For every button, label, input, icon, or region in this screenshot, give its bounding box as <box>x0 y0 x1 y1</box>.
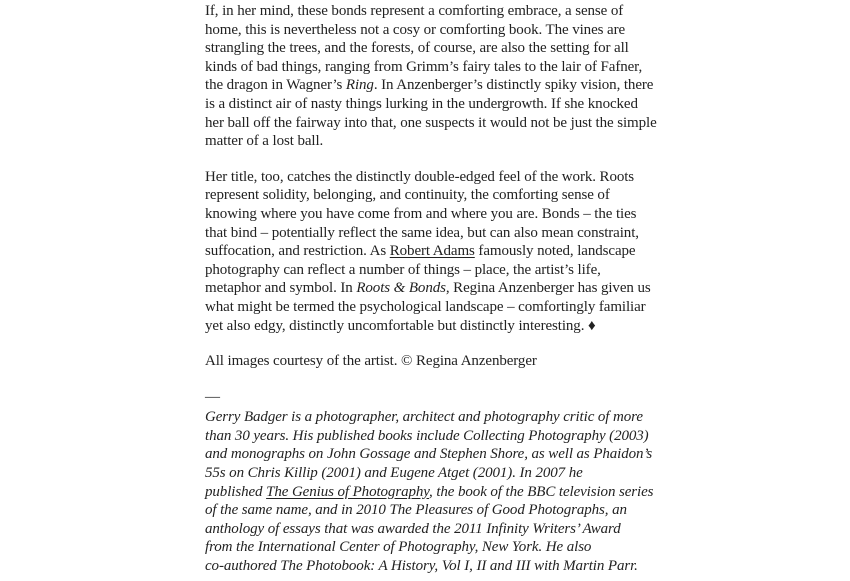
text-run: what might be termed the psychological landscape – comfortingly familiar <box>205 298 646 315</box>
text-run: and monographs on John Gossage and Stephen Shore, as well as Phaidon’s <box>205 446 653 463</box>
text-run: that bind – potentially reflect the same idea, but can also mean constraint, <box>205 224 639 241</box>
text-run: published <box>205 483 267 500</box>
divider-dash <box>205 388 825 407</box>
text-run: If, in her mind, these bonds represent a comforting embrace, a sense of <box>205 3 624 19</box>
text-run: home, this is nevertheless not a cosy or comforting book. The vines are <box>205 21 626 38</box>
text-run: kinds of bad things, ranging from Grimm’s fairy tales to the lair of Fafner, <box>205 58 643 75</box>
text-run: All images courtesy of the artist. © Regina Anzenberger <box>205 353 537 370</box>
text-run: knowing where you have come from and where you are. Bonds – the ties <box>205 205 637 222</box>
text-run: co-authored The Photobook: A History, Vol I, II and III with Martin Parr. <box>205 558 638 575</box>
text-run: famously noted, landscape <box>474 243 636 260</box>
genius-of-photography-link[interactable]: The Genius of Photography <box>266 483 430 500</box>
robert-adams-link[interactable]: Robert Adams <box>389 243 475 260</box>
text-run: of the same name, and in 2010 The Pleasures of Good Photographs, an <box>205 502 627 519</box>
paragraph-bonds <box>205 2 825 151</box>
text-run: her ball off the fairway into that, one suspects it would not be just the simple <box>205 114 657 131</box>
text-run: anthology of essays that was awarded the 2011 Infinity Writers’ Award <box>205 520 621 537</box>
text-run: Her title, too, catches the distinctly double-edged feel of the work. Roots <box>205 168 635 185</box>
text-run: — <box>205 388 220 405</box>
text-run: represent solidity, belonging, and continuity, the comforting sense of <box>205 187 610 204</box>
text-run: than 30 years. His published books include Collecting Photography (2003) <box>205 427 649 444</box>
text-run: 55s on Chris Killip (2001) and Eugene Atget (2001). In 2007 he <box>205 465 583 482</box>
text-run: yet also edgy, distinctly uncomfortable but distinctly interesting. ♦ <box>205 317 596 334</box>
text-run: Ring <box>345 77 374 94</box>
text-run: matter of a lost ball. <box>205 133 324 150</box>
text-run: . In Anzenberger’s distinctly spiky vision, there <box>373 77 654 94</box>
text-run: metaphor and symbol. In <box>205 280 357 297</box>
image-credit <box>205 352 825 371</box>
text-run: is a distinct air of nasty things lurking in the undergrowth. If she knocked <box>205 95 638 112</box>
paragraph-title-meaning <box>205 168 825 335</box>
text-run: strangling the trees, and the forests, of course, are also the setting for all <box>205 40 629 57</box>
text-run: Roots & Bonds <box>356 280 446 297</box>
text-run: , the book of the BBC television series <box>429 483 654 500</box>
text-run: from the International Center of Photography, New York. He also <box>205 539 592 556</box>
text-run: photography can reflect a number of things – place, the artist’s life, <box>205 261 601 278</box>
text-run: suffocation, and restriction. As <box>205 243 390 260</box>
text-run: Gerry Badger is a photographer, architect and photography critic of more <box>205 409 643 426</box>
text-run: the dragon in Wagner’s <box>205 77 346 94</box>
text-run: , Regina Anzenberger has given us <box>445 280 651 297</box>
author-bio <box>205 408 825 575</box>
